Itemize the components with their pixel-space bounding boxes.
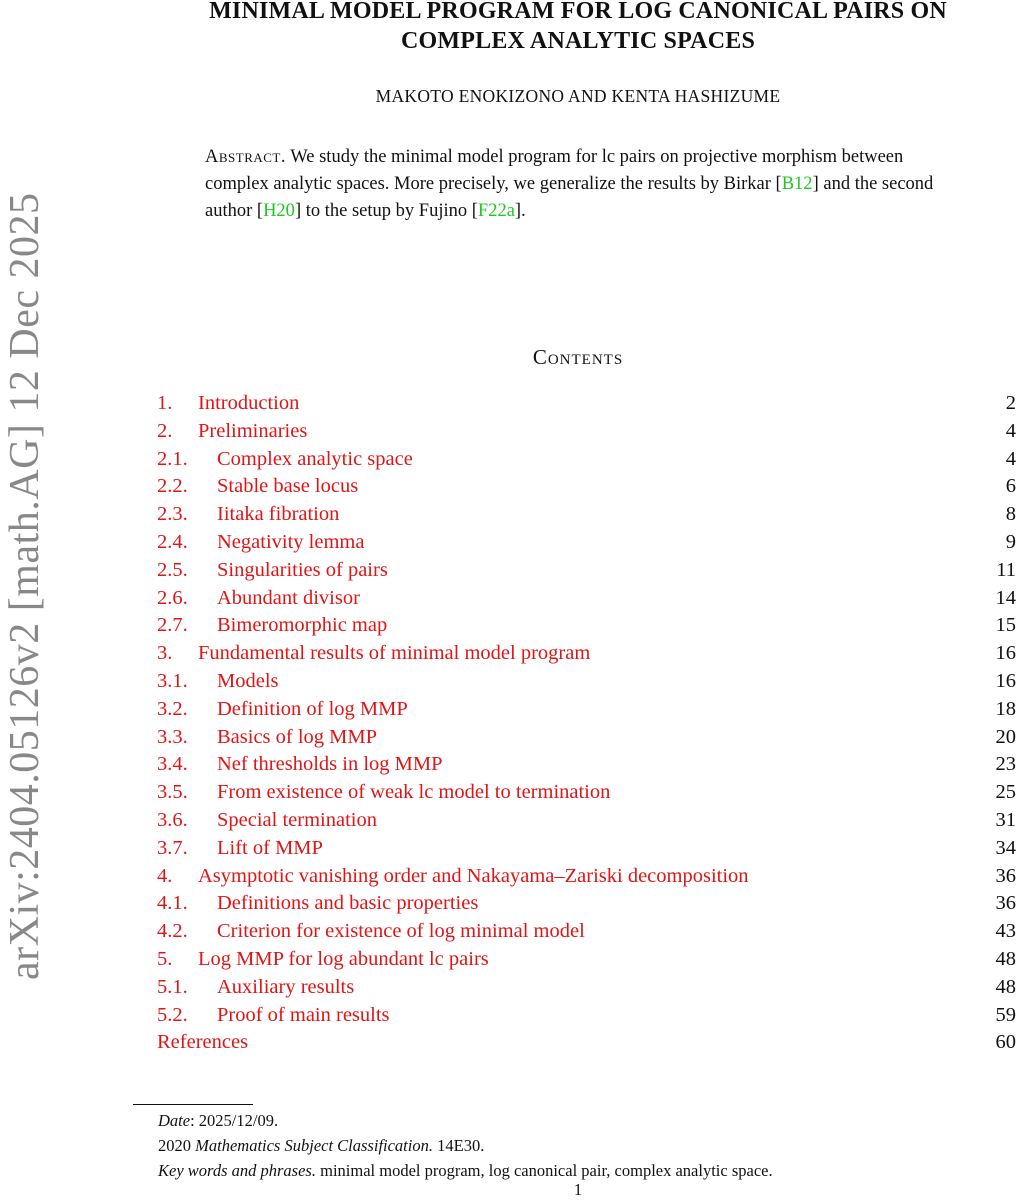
citation-link[interactable]: F22a <box>477 201 515 221</box>
toc-link[interactable] <box>157 696 408 724</box>
toc-page-number: 11 <box>996 558 1016 581</box>
toc-link[interactable] <box>157 668 279 696</box>
paper-title <box>140 0 1016 56</box>
toc-entry[interactable] <box>157 585 1016 613</box>
toc-title: Negativity lemma <box>217 530 365 553</box>
toc-entry[interactable] <box>157 418 1016 446</box>
toc-link[interactable] <box>157 1002 390 1030</box>
toc-page-number: 48 <box>995 975 1016 998</box>
toc-entry[interactable] <box>157 1029 1016 1057</box>
toc-number: 3.7. <box>157 836 188 859</box>
toc-title: Auxiliary results <box>217 975 355 998</box>
toc-link[interactable] <box>157 779 610 807</box>
toc-link[interactable] <box>157 612 387 640</box>
toc-number: 2. <box>157 419 173 442</box>
footnotes <box>158 1108 773 1183</box>
toc-title: Basics of log MMP <box>217 725 378 748</box>
toc-page-number: 18 <box>995 697 1016 720</box>
toc-title: Singularities of pairs <box>217 558 388 581</box>
toc-page-number: 2 <box>1005 392 1016 414</box>
toc-link[interactable] <box>157 640 590 668</box>
footnote-date: Date: 2025/12/09. <box>158 1111 279 1130</box>
toc-page-number: 9 <box>1005 530 1016 553</box>
toc-title: Nef thresholds in log MMP <box>217 753 443 776</box>
toc-title: From existence of weak lc model to termination <box>217 781 611 804</box>
toc-link[interactable] <box>157 1029 248 1057</box>
arxiv-stamp: arXiv:2404.05126v2 [math.AG] 12 Dec 2025 <box>2 192 48 980</box>
toc-link[interactable] <box>157 724 377 752</box>
toc-page-number: 14 <box>995 586 1016 609</box>
toc-entry[interactable] <box>157 807 1016 835</box>
toc-number: 2.7. <box>157 614 188 637</box>
toc-link[interactable] <box>157 390 299 418</box>
toc-link[interactable] <box>157 446 413 474</box>
toc-title: Complex analytic space <box>217 447 413 470</box>
toc-page-number: 43 <box>995 920 1016 943</box>
toc-number: 3.1. <box>157 669 188 692</box>
toc-number: 2.3. <box>157 503 188 526</box>
toc-number: 1. <box>157 392 173 414</box>
abstract-text: . <box>521 201 526 221</box>
toc-entry[interactable] <box>157 473 1016 501</box>
toc-number: 2.5. <box>157 558 188 581</box>
toc-link[interactable] <box>157 835 323 863</box>
toc-link[interactable] <box>157 751 443 779</box>
toc-entry[interactable] <box>157 918 1016 946</box>
toc-title: Proof of main results <box>217 1003 390 1026</box>
toc-entry[interactable] <box>157 974 1016 1002</box>
toc-entry[interactable] <box>157 696 1016 724</box>
toc-entry[interactable] <box>157 724 1016 752</box>
page-number: 1 <box>573 1180 583 1199</box>
toc-link[interactable] <box>157 918 585 946</box>
toc-entry[interactable] <box>157 529 1016 557</box>
toc-link[interactable] <box>157 529 364 557</box>
table-of-contents <box>157 390 1016 1057</box>
citation-link[interactable]: H20 <box>263 201 295 221</box>
toc-title: Definition of log MMP <box>217 697 408 720</box>
toc-link[interactable] <box>157 473 358 501</box>
toc-title: Special termination <box>217 808 377 831</box>
toc-title: Lift of MMP <box>217 836 323 859</box>
toc-page-number: 20 <box>995 725 1016 748</box>
toc-link[interactable] <box>157 585 360 613</box>
toc-page-number: 4 <box>1005 447 1016 470</box>
toc-page-number: 59 <box>995 1003 1016 1026</box>
toc-link[interactable] <box>157 863 749 891</box>
footnote-keywords: Key words and phrases. minimal model program, log canonical pair, complex analytic space. <box>158 1161 773 1180</box>
toc-title: Models <box>217 669 279 692</box>
toc-page-number: 4 <box>1005 419 1016 442</box>
footnote-msc: 2020 Mathematics Subject Classification. 14E30. <box>158 1136 485 1155</box>
toc-title: Fundamental results of minimal model program <box>198 642 591 665</box>
toc-number: 5. <box>157 947 173 970</box>
toc-page-number: 6 <box>1005 475 1016 498</box>
toc-title: Asymptotic vanishing order and Nakayama–Zariski decomposition <box>198 864 749 887</box>
footnote-rule <box>133 1104 253 1105</box>
toc-number: 3.2. <box>157 697 188 720</box>
toc-link[interactable] <box>157 418 307 446</box>
toc-link[interactable] <box>157 501 339 529</box>
abstract: Abstract. We study the minimal model program for lc pairs on projective morphism between complex analytic spaces. More precisely, we generalize the results by Birkar [B12] and the second author [H20] to the setup by Fujino [F22a]. <box>205 147 934 221</box>
toc-page-number: 60 <box>995 1031 1016 1054</box>
toc-number: 4. <box>157 864 173 887</box>
title-line-2: COMPLEX ANALYTIC SPACES <box>401 28 755 54</box>
toc-page-number: 31 <box>995 808 1016 831</box>
toc-page-number: 15 <box>995 614 1016 637</box>
toc-page-number: 23 <box>995 753 1016 776</box>
citation-link[interactable]: B12 <box>781 174 813 194</box>
toc-link[interactable] <box>157 974 354 1002</box>
toc-entry[interactable] <box>157 668 1016 696</box>
toc-entry[interactable] <box>157 446 1016 474</box>
toc-title: Bimeromorphic map <box>217 614 388 637</box>
toc-page-number: 8 <box>1005 503 1016 526</box>
toc-page-number: 48 <box>995 947 1016 970</box>
toc-title: Definitions and basic properties <box>217 892 479 915</box>
authors: MAKOTO ENOKIZONO AND KENTA HASHIZUME <box>375 86 781 106</box>
toc-number: 4.2. <box>157 920 188 943</box>
toc-link[interactable] <box>157 807 377 835</box>
toc-number: 3.6. <box>157 808 188 831</box>
toc-title: References <box>157 1031 249 1054</box>
abstract-text: to the setup by Fujino <box>301 201 472 221</box>
toc-number: 3.3. <box>157 725 188 748</box>
toc-title: Abundant divisor <box>217 586 360 609</box>
abstract-text: and the second author <box>205 174 934 221</box>
abstract-label: Abstract. <box>205 147 286 167</box>
toc-entry[interactable] <box>157 890 1016 918</box>
toc-number: 2.1. <box>157 447 188 470</box>
toc-number: 3.4. <box>157 753 188 776</box>
contents-heading: Contents <box>532 345 624 369</box>
toc-entry[interactable] <box>157 640 1016 668</box>
title-line-1: MINIMAL MODEL PROGRAM FOR LOG CANONICAL PAIRS ON <box>209 0 947 24</box>
toc-number: 2.2. <box>157 475 188 498</box>
toc-entry[interactable] <box>157 835 1016 863</box>
toc-page-number: 16 <box>995 642 1016 665</box>
toc-page-number: 25 <box>995 781 1016 804</box>
toc-link[interactable] <box>157 890 478 918</box>
abstract-text: We study the minimal model program for lc pairs on projective morphism between complex analytic spaces. More precisely, we generalize the results by Birkar <box>205 147 904 194</box>
toc-number: 2.6. <box>157 586 188 609</box>
toc-link[interactable] <box>157 557 388 585</box>
toc-entry[interactable] <box>157 863 1016 891</box>
toc-entry[interactable] <box>157 557 1016 585</box>
toc-link[interactable] <box>157 946 489 974</box>
toc-entry[interactable] <box>157 501 1016 529</box>
toc-entry[interactable] <box>157 390 1016 418</box>
toc-title: Log MMP for log abundant lc pairs <box>198 947 489 970</box>
toc-page-number: 36 <box>995 864 1016 887</box>
toc-entry[interactable] <box>157 612 1016 640</box>
toc-number: 3.5. <box>157 781 188 804</box>
toc-title: Introduction <box>198 392 300 414</box>
toc-number: 5.1. <box>157 975 188 998</box>
toc-entry[interactable] <box>157 946 1016 974</box>
toc-number: 5.2. <box>157 1003 188 1026</box>
toc-number: 3. <box>157 642 173 665</box>
toc-page-number: 36 <box>995 892 1016 915</box>
toc-number: 4.1. <box>157 892 188 915</box>
toc-title: Stable base locus <box>217 475 359 498</box>
toc-title: Iitaka fibration <box>217 503 340 526</box>
toc-number: 2.4. <box>157 530 188 553</box>
toc-page-number: 16 <box>995 669 1016 692</box>
toc-title: Criterion for existence of log minimal model <box>217 920 585 943</box>
toc-title: Preliminaries <box>198 419 308 442</box>
toc-entry[interactable] <box>157 779 1016 807</box>
toc-entry[interactable] <box>157 1002 1016 1030</box>
toc-page-number: 34 <box>995 836 1016 859</box>
toc-entry[interactable] <box>157 751 1016 779</box>
